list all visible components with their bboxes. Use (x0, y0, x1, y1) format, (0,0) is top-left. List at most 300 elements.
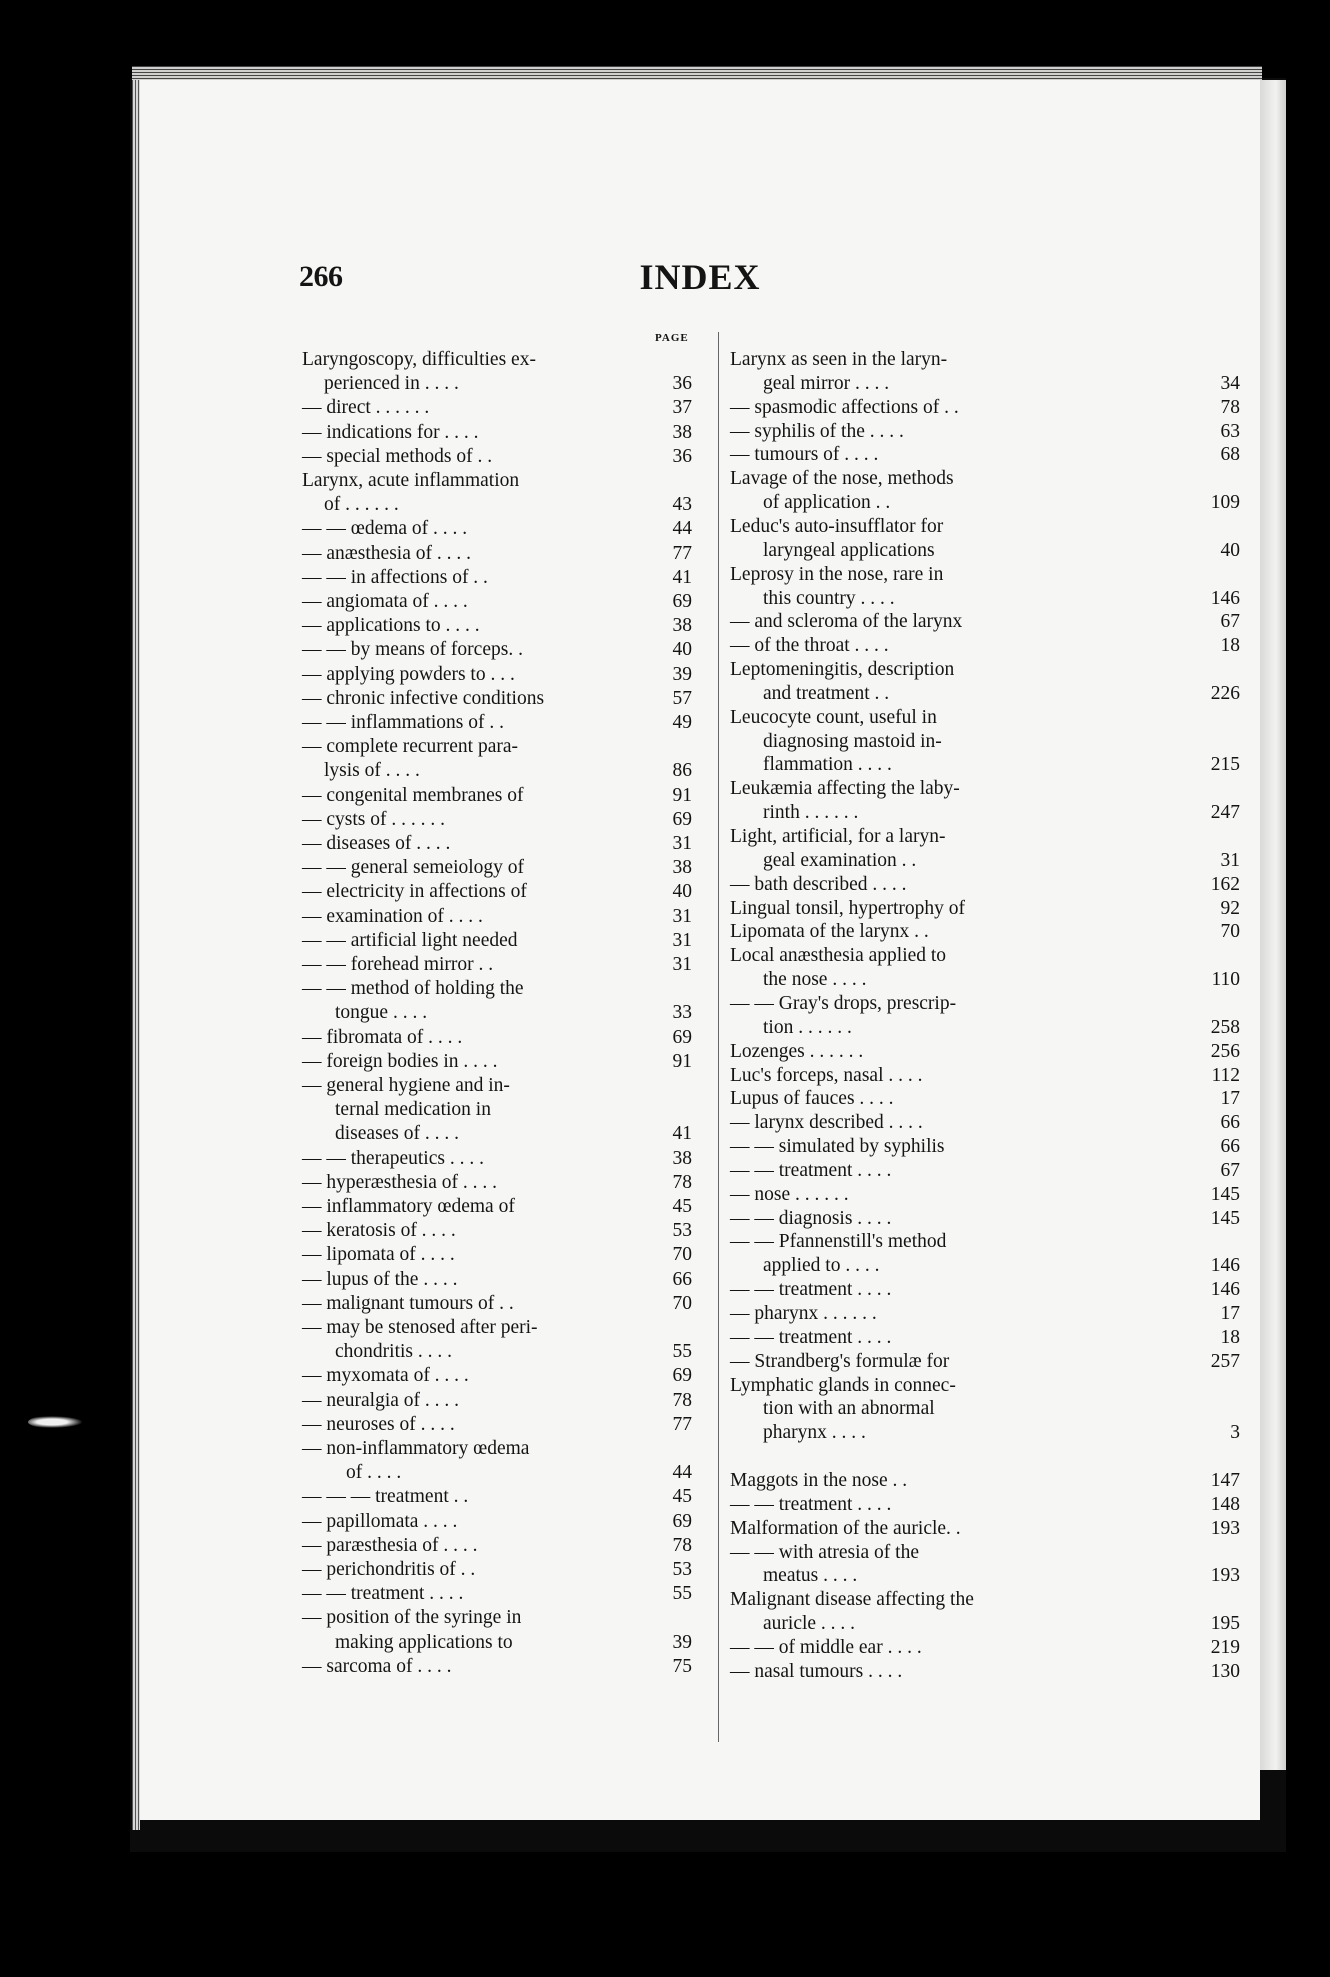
index-entry (302, 832, 692, 856)
index-entry (730, 1064, 1240, 1088)
index-entry-text: — may be stenosed after peri- (302, 1317, 538, 1338)
index-entry-text: — — — treatment . . (302, 1486, 469, 1508)
index-entry (302, 1001, 692, 1025)
index-entry-page: 145 (1210, 1183, 1240, 1205)
index-entry (730, 992, 1240, 1016)
index-entry (730, 515, 1240, 539)
index-entry-text: Malformation of the auricle. . (730, 1517, 961, 1539)
index-entry-text: — neuroses of . . . . (302, 1413, 455, 1435)
index-entry (730, 1493, 1240, 1517)
index-entry-page: 78 (672, 1171, 692, 1193)
index-entry (302, 1147, 692, 1171)
index-entry-page: 146 (1210, 1279, 1240, 1301)
index-entry-text: of . . . . . . (324, 494, 399, 516)
index-entry (730, 539, 1240, 563)
index-entry-page: 86 (672, 760, 692, 782)
index-entry-text: — — therapeutics . . . . (302, 1147, 484, 1169)
index-entry (730, 849, 1240, 873)
index-entry (302, 953, 692, 977)
index-entry-page: 78 (672, 1534, 692, 1556)
index-entry-page: 91 (672, 784, 692, 806)
index-entry-text: — sarcoma of . . . . (302, 1655, 452, 1677)
index-entry-page: 112 (1211, 1064, 1240, 1086)
index-entry-page: 67 (1220, 611, 1240, 633)
index-entry-page: 43 (672, 494, 692, 516)
index-entry (730, 1183, 1240, 1207)
index-entry-text: diseases of . . . . (335, 1123, 460, 1145)
index-entry-text: — neuralgia of . . . . (302, 1389, 460, 1411)
index-entry-text: — tumours of . . . . (730, 444, 879, 466)
index-entry-page: 195 (1210, 1613, 1240, 1635)
index-entry-text: — inflammatory œdema of (302, 1196, 515, 1217)
index-entry-text: — indications for . . . . (302, 421, 479, 443)
index-entry-text: auricle . . . . (763, 1613, 856, 1635)
index-entry-text: geal mirror . . . . (763, 372, 890, 394)
index-entry-page: 78 (672, 1389, 692, 1411)
index-entry (302, 445, 692, 469)
index-entry-text: — general hygiene and in- (302, 1075, 510, 1096)
index-entry (302, 808, 692, 832)
index-entry-text: Larynx, acute inflammation (302, 470, 520, 491)
index-entry-text: — hyperæsthesia of . . . . (302, 1171, 497, 1193)
index-entry (302, 1316, 692, 1340)
index-entry-page: 66 (672, 1268, 692, 1290)
index-entry-text: Lipomata of the larynx . . (730, 921, 929, 943)
index-entry-page: 193 (1210, 1565, 1240, 1587)
index-entry-page: 215 (1210, 754, 1240, 776)
index-entry (730, 1302, 1240, 1326)
index-entry-text: Leprosy in the nose, rare in (730, 563, 944, 585)
index-entry (302, 590, 692, 614)
index-entry-page: 17 (1220, 1303, 1240, 1324)
index-entry-text: — myxomata of . . . . (302, 1365, 469, 1387)
index-entry-page: 70 (1220, 921, 1240, 943)
index-entry-page: 31 (672, 954, 692, 975)
index-entry (302, 1364, 692, 1388)
index-entry-text: diagnosing mastoid in- (763, 730, 942, 752)
index-entry-text: — angiomata of . . . . (302, 591, 468, 612)
index-entry (730, 1636, 1240, 1660)
index-entry (302, 372, 692, 396)
index-entry (302, 1122, 692, 1146)
index-entry (302, 542, 692, 566)
index-entry (730, 443, 1240, 467)
index-entry (730, 1660, 1240, 1684)
index-entry-text: Light, artificial, for a laryn- (730, 826, 946, 847)
index-entry-page: 69 (672, 591, 692, 612)
index-entry-text: — malignant tumours of . . (302, 1292, 514, 1314)
index-entry-text: — complete recurrent para- (302, 736, 519, 758)
index-entry-text: — position of the syringe in (302, 1607, 522, 1629)
index-entry (730, 777, 1240, 801)
index-entry (302, 1050, 692, 1074)
index-entry (730, 1207, 1240, 1231)
index-entry-text: — — Pfannenstill's method (730, 1231, 947, 1253)
index-entry-page: 49 (672, 712, 692, 733)
index-entry (730, 1564, 1240, 1588)
index-entry-text: ternal medication in (335, 1099, 491, 1121)
column-divider (718, 332, 719, 1742)
index-entry-text: laryngeal applications (763, 539, 935, 561)
index-entry (302, 421, 692, 445)
index-entry-page: 68 (1220, 444, 1240, 466)
index-entry-page: 69 (672, 1365, 692, 1387)
index-entry-page: 44 (672, 518, 692, 540)
index-entry-page: 36 (672, 445, 692, 467)
index-entry (302, 1389, 692, 1413)
index-entry (730, 1159, 1240, 1183)
index-entry-page: 147 (1210, 1469, 1240, 1491)
index-entry (730, 563, 1240, 587)
index-entry-text: Leukæmia affecting the laby- (730, 778, 960, 800)
index-entry-text: — — treatment . . . . (302, 1583, 464, 1605)
index-entry-text: meatus . . . . (763, 1565, 858, 1587)
index-entry-page: 39 (672, 1631, 692, 1653)
index-entry-text: applied to . . . . (763, 1255, 880, 1277)
index-entry (730, 706, 1240, 730)
index-entry-text: Lavage of the nose, methods (730, 468, 954, 490)
index-entry-text: — nasal tumours . . . . (730, 1660, 903, 1682)
index-entry (302, 1026, 692, 1050)
index-entry (302, 1098, 692, 1122)
index-entry (730, 682, 1240, 706)
index-entry-page: 145 (1210, 1207, 1240, 1229)
index-entry (730, 348, 1240, 372)
index-entry (302, 469, 692, 493)
scan-bottom-border (0, 1852, 1330, 1977)
index-entry-page: 70 (672, 1292, 692, 1314)
index-entry-text: — Strandberg's formulæ for (730, 1350, 950, 1372)
index-entry (302, 1171, 692, 1195)
index-entry (302, 1074, 692, 1098)
index-entry-page: 31 (672, 833, 692, 854)
index-entry-text: — — treatment . . . . (730, 1326, 892, 1348)
index-entry (302, 905, 692, 929)
index-entry (730, 658, 1240, 682)
index-entry-page: 40 (1220, 539, 1240, 561)
index-entry (302, 348, 692, 372)
index-entry-page: 67 (1220, 1159, 1240, 1181)
index-entry (730, 944, 1240, 968)
index-entry (302, 1437, 692, 1461)
index-entry-page: 63 (1220, 420, 1240, 442)
index-entry (730, 1374, 1240, 1398)
index-entry-text: Maggots in the nose . . (730, 1469, 908, 1491)
scan-left-border (0, 0, 130, 1977)
index-entry (730, 1612, 1240, 1636)
index-entry-page: 31 (672, 929, 692, 951)
index-entry (302, 517, 692, 541)
index-entry-text: Lozenges . . . . . . (730, 1040, 864, 1062)
index-entry-text: Lingual tonsil, hypertrophy of (730, 897, 966, 919)
index-entry-page: 91 (672, 1050, 692, 1072)
index-entry (730, 1326, 1240, 1350)
index-entry-text: — bath described . . . . (730, 873, 907, 895)
index-entry-page: 258 (1210, 1016, 1240, 1038)
page-stack-top-edge (132, 66, 1262, 80)
index-entry-text: — — œdema of . . . . (302, 518, 468, 540)
index-entry (302, 880, 692, 904)
index-entry (730, 753, 1240, 777)
index-entry-text: making applications to (335, 1631, 513, 1653)
index-entry (302, 735, 692, 759)
facing-page-edge (1260, 80, 1286, 1770)
index-entry-page: 17 (1220, 1088, 1240, 1110)
index-entry-text: — fibromata of . . . . (302, 1026, 463, 1048)
index-entry-page: 219 (1210, 1636, 1240, 1658)
index-entry-text: of . . . . (346, 1462, 402, 1484)
index-entry-text: Lupus of fauces . . . . (730, 1088, 894, 1110)
index-entry (730, 1541, 1240, 1565)
index-entry (730, 1111, 1240, 1135)
index-entry (302, 784, 692, 808)
index-entry-text: — anæsthesia of . . . . (302, 542, 471, 564)
index-entry (730, 1445, 1240, 1469)
index-entry (730, 897, 1240, 921)
index-entry-page: 41 (672, 1123, 692, 1145)
index-entry (730, 1421, 1240, 1445)
index-entry-page: 226 (1210, 682, 1240, 704)
index-entry-page: 77 (672, 542, 692, 564)
index-entry (730, 1016, 1240, 1040)
index-entry (730, 825, 1240, 849)
index-entry-page: 38 (672, 1147, 692, 1169)
index-entry (730, 1087, 1240, 1111)
index-entry-text: tongue . . . . (335, 1002, 428, 1024)
index-entry-page: 130 (1210, 1660, 1240, 1682)
index-entry-page: 41 (672, 566, 692, 588)
index-entry-page: 45 (672, 1486, 692, 1508)
index-entry-text: Local anæsthesia applied to (730, 945, 947, 967)
index-entry-page: 69 (672, 1510, 692, 1532)
index-entry-text: — non-inflammatory œdema (302, 1438, 530, 1459)
page-number: 266 (299, 260, 343, 293)
index-entry-text: Malignant disease affecting the (730, 1589, 974, 1611)
index-entry-page: 78 (1220, 396, 1240, 418)
index-entry (730, 801, 1240, 825)
index-entry-text: — — general semeiology of (302, 857, 525, 879)
running-title: INDEX (639, 257, 761, 297)
index-entry-text: — spasmodic affections of . . (730, 396, 959, 418)
index-entry-text: flammation . . . . (763, 754, 892, 776)
index-entry-text: — applications to . . . . (302, 615, 480, 637)
index-entry-text: — pharynx . . . . . . (730, 1303, 877, 1324)
index-entry-text: — — by means of forceps. . (302, 639, 523, 661)
index-entry-text: — direct . . . . . . (302, 397, 430, 419)
index-entry-page: 55 (672, 1341, 692, 1363)
index-entry (730, 968, 1240, 992)
index-entry (730, 1469, 1240, 1493)
index-entry-text: — — inflammations of . . (302, 712, 505, 733)
index-entry-text: — electricity in affections of (302, 881, 527, 903)
page-column-label: PAGE (655, 332, 689, 344)
index-entry (730, 1040, 1240, 1064)
index-entry-page: 18 (1220, 635, 1240, 657)
book-page (140, 80, 1260, 1820)
index-entry (302, 614, 692, 638)
index-entry (302, 1219, 692, 1243)
index-entry-page: 69 (672, 808, 692, 830)
index-entry-page: 31 (1220, 849, 1240, 871)
index-entry (302, 1534, 692, 1558)
page-stack-left-edge (132, 80, 140, 1830)
index-entry-page: 66 (1220, 1112, 1240, 1134)
scan-right-border (1286, 0, 1330, 1977)
index-entry-text: rinth . . . . . . (763, 802, 859, 824)
index-entry-page: 247 (1210, 802, 1240, 824)
index-entry (302, 856, 692, 880)
index-entry (302, 663, 692, 687)
index-entry-page: 66 (1220, 1136, 1240, 1158)
index-entry-text: — — artificial light needed (302, 929, 518, 951)
index-entry (730, 587, 1240, 611)
index-entry (730, 1588, 1240, 1612)
index-entry (302, 1510, 692, 1534)
index-entry-text: perienced in . . . . (324, 373, 459, 395)
index-entry-page: 110 (1211, 969, 1240, 991)
index-entry-text: — applying powders to . . . (302, 663, 515, 685)
index-entry-text: tion with an abnormal (763, 1398, 935, 1420)
index-entry-page: 36 (672, 373, 692, 395)
index-entry (302, 759, 692, 783)
index-entry-text: — perichondritis of . . (302, 1559, 476, 1580)
index-entry-text: — chronic infective conditions (302, 687, 545, 709)
index-entry-page: 256 (1210, 1040, 1240, 1062)
index-entry-text: — — Gray's drops, prescrip- (730, 992, 957, 1014)
index-entry (302, 1606, 692, 1630)
index-entry-text: tion . . . . . . (763, 1016, 852, 1038)
index-entry-page: 193 (1210, 1517, 1240, 1539)
index-entry (302, 1461, 692, 1485)
index-entry (730, 1278, 1240, 1302)
index-entry (302, 1195, 692, 1219)
index-entry-page: 257 (1210, 1350, 1240, 1372)
index-entry (302, 1413, 692, 1437)
index-entry-text: Larynx as seen in the laryn- (730, 349, 948, 370)
index-entry-text: — lipomata of . . . . (302, 1244, 455, 1266)
index-entry (730, 1350, 1240, 1374)
index-entry-text: Leduc's auto-insufflator for (730, 515, 944, 537)
index-entry-text: — cysts of . . . . . . (302, 808, 445, 830)
index-entry-page: 40 (672, 639, 692, 661)
index-entry (730, 372, 1240, 396)
index-entry-page: 33 (672, 1002, 692, 1024)
index-entry (302, 638, 692, 662)
index-entry-text: — — of middle ear . . . . (730, 1636, 922, 1658)
index-entry-text: — syphilis of the . . . . (730, 420, 904, 442)
index-entry (730, 634, 1240, 658)
index-entry-page: 53 (672, 1559, 692, 1580)
index-entry-page: 162 (1210, 873, 1240, 895)
index-entry-page: 148 (1210, 1493, 1240, 1515)
index-entry (730, 873, 1240, 897)
index-entry-page: 45 (672, 1196, 692, 1217)
index-entry (730, 1397, 1240, 1421)
index-entry-page: 57 (672, 687, 692, 709)
index-entry-text: — papillomata . . . . (302, 1510, 458, 1532)
index-entry-page: 92 (1220, 897, 1240, 919)
index-entry (302, 711, 692, 735)
index-entry-page: 38 (672, 857, 692, 879)
index-entry-text: of application . . (763, 492, 891, 514)
index-entry-text: — foreign bodies in . . . . (302, 1050, 498, 1072)
index-entry (730, 1254, 1240, 1278)
index-entry (730, 730, 1240, 754)
index-entry-text: Laryngoscopy, difficulties ex- (302, 349, 536, 370)
index-entry (302, 1292, 692, 1316)
index-entry-text: Luc's forceps, nasal . . . . (730, 1064, 923, 1086)
index-entry (730, 610, 1240, 634)
index-entry-page: 77 (672, 1413, 692, 1435)
index-entry-text: — — in affections of . . (302, 566, 488, 588)
index-entry-text: — lupus of the . . . . (302, 1268, 458, 1290)
index-entry (730, 420, 1240, 444)
index-entry-page: 18 (1220, 1326, 1240, 1348)
index-entry-text: — paræsthesia of . . . . (302, 1534, 478, 1556)
index-entry-text: this country . . . . (763, 587, 895, 609)
index-entry-text: — congenital membranes of (302, 784, 524, 806)
index-entry-page: 38 (672, 421, 692, 443)
index-entry-text: — — diagnosis . . . . (730, 1207, 892, 1229)
index-entry-page: 146 (1210, 587, 1240, 609)
index-entry-page: 70 (672, 1244, 692, 1266)
index-entry (302, 1485, 692, 1509)
index-entry-text: — and scleroma of the larynx (730, 611, 963, 633)
index-entry (302, 493, 692, 517)
index-entry-text: Leucocyte count, useful in (730, 706, 937, 728)
index-entry-text: Lymphatic glands in connec- (730, 1374, 956, 1396)
index-entry-text: lysis of . . . . (324, 760, 420, 782)
index-entry-text: — examination of . . . . (302, 905, 483, 927)
index-entry-text: the nose . . . . (763, 969, 867, 991)
index-entry (302, 977, 692, 1001)
index-entry (730, 920, 1240, 944)
index-entry (302, 1268, 692, 1292)
index-entry (302, 1340, 692, 1364)
scan-artifact (28, 1415, 88, 1429)
index-entry-text: — of the throat . . . . (730, 635, 889, 657)
index-entry (730, 396, 1240, 420)
index-entry (302, 1243, 692, 1267)
index-entry-text: chondritis . . . . (335, 1341, 452, 1363)
index-entry-page: 55 (672, 1583, 692, 1605)
index-entry-text: — — method of holding the (302, 978, 524, 1000)
index-entry (302, 1631, 692, 1655)
index-entry-page: 109 (1210, 492, 1240, 514)
index-entry (302, 1655, 692, 1679)
index-entry-text: — special methods of . . (302, 445, 493, 467)
index-entry (302, 687, 692, 711)
index-entry (302, 566, 692, 590)
index-entry-text: — nose . . . . . . (730, 1183, 849, 1205)
index-entry (302, 1582, 692, 1606)
index-entry-text: — — treatment . . . . (730, 1159, 892, 1181)
index-entry-page: 3 (1230, 1422, 1240, 1444)
index-entry-page: 69 (672, 1026, 692, 1048)
index-entry (302, 396, 692, 420)
index-entry (302, 929, 692, 953)
index-entry-text: — — with atresia of the (730, 1541, 919, 1563)
index-entry-page: 40 (672, 881, 692, 903)
index-entry-page: 39 (672, 663, 692, 685)
index-entry-page: 38 (672, 615, 692, 637)
index-entry-text: — larynx described . . . . (730, 1112, 923, 1134)
index-entry-text: — diseases of . . . . (302, 833, 451, 854)
index-entry-text: geal examination . . (763, 849, 917, 871)
index-entry-page: 31 (672, 905, 692, 927)
index-entry-page: 75 (672, 1655, 692, 1677)
index-entry-page: 37 (672, 397, 692, 419)
